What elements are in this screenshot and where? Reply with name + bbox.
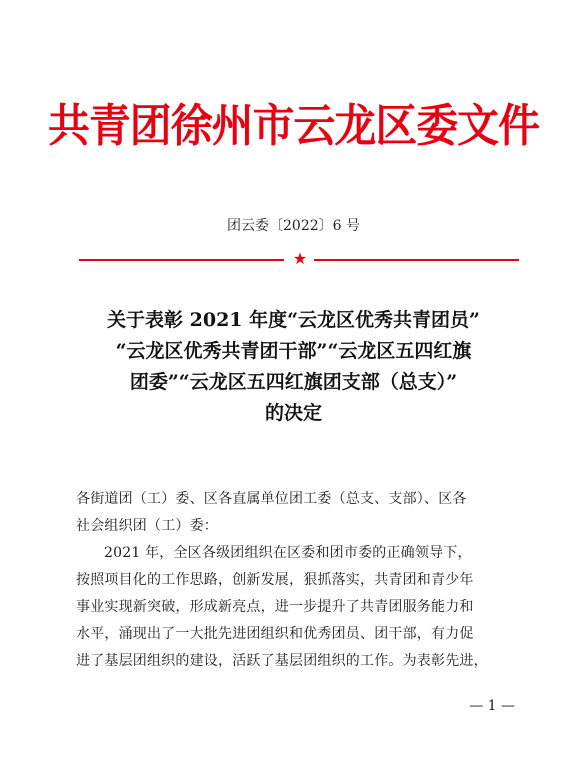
title-line: “云龙区优秀共青团干部”“云龙区五四红旗 xyxy=(115,340,472,362)
body-line: 社会组织团（工）委： xyxy=(76,518,218,534)
body-line: 各街道团（工）委、区各直属单位团工委（总支、支部）、区各 xyxy=(76,491,467,507)
body-line: 进了基层团组织的建设，活跃了基层团组织的工作。为表彰先进， xyxy=(76,653,488,669)
divider-line-left xyxy=(79,259,284,261)
title-line: 团委”“云龙区五四红旗团支部（总支）” xyxy=(129,371,458,393)
document-number: 团云委〔2022〕6 号 xyxy=(227,218,360,234)
body-line: 事业实现新突破，形成新亮点，进一步提升了共青团服务能力和 xyxy=(76,599,474,615)
body-line: 水平，涌现出了一大批先进团组织和优秀团员、团干部，有力促 xyxy=(76,626,474,642)
red-divider xyxy=(79,249,519,268)
document-title xyxy=(60,305,527,429)
document-body xyxy=(76,486,516,675)
title-line: 关于表彰 2021 年度“云龙区优秀共青团员” xyxy=(107,309,480,331)
page-number: — 1 — xyxy=(469,698,515,714)
body-line: 2021 年，全区各级团组织在区委和团市委的正确领导下， xyxy=(104,545,472,561)
star-icon: ★ xyxy=(292,249,308,268)
document-masthead: 共青团徐州市云龙区委文件 xyxy=(47,99,540,152)
body-line: 按照项目化的工作思路，创新发展，狠抓落实，共青团和青少年 xyxy=(76,572,474,588)
title-line: 的决定 xyxy=(264,402,322,424)
divider-line-right xyxy=(314,259,519,261)
